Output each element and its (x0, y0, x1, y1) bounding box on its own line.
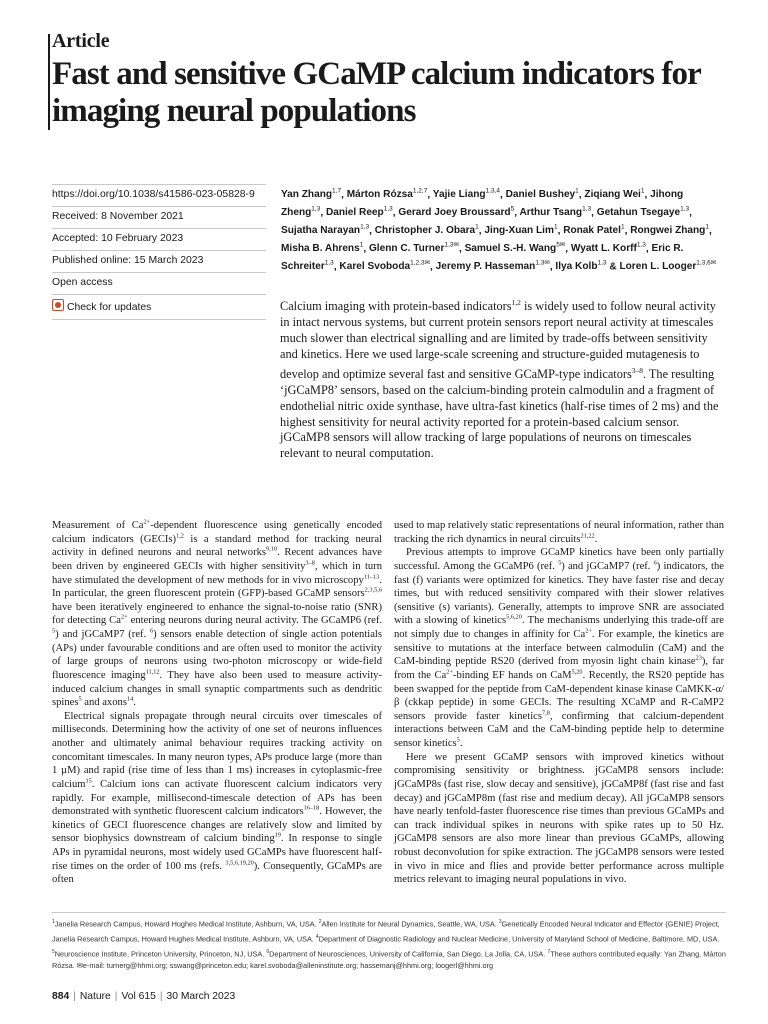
body-paragraph: used to map relatively static representations of neural information, rather than tracking the rich dynamics in neural circuits$^{21,22}$. (394, 520, 724, 545)
author-name[interactable]: Sujatha Narayan$^{1,3}$ (281, 223, 370, 237)
author-name[interactable]: Daniel Reep$^{1,3}$ (325, 205, 393, 219)
page-number: 884 (52, 991, 70, 1002)
body-column-right (394, 519, 724, 887)
article-type-label: Article (52, 30, 110, 52)
author-name[interactable]: Yan Zhang$^{1,7}$ (281, 188, 342, 201)
author-name[interactable]: Márton Rózsa$^{1,2,7}$ (346, 188, 428, 201)
header-rule (48, 34, 50, 130)
author-name[interactable]: Rongwei Zhang$^1$ (630, 223, 709, 237)
author-name[interactable]: Gerard Joey Broussard$^5$ (398, 205, 515, 219)
author-name[interactable]: Glenn C. Turner$^{1,3✉}$ (368, 241, 459, 255)
author-name[interactable]: Ilya Kolb$^{1,3}$ (555, 259, 607, 273)
author-name[interactable]: Yajie Liang$^{1,3,4}$ (432, 188, 500, 201)
author-name[interactable]: Samuel S.-H. Wang$^{5✉}$ (464, 241, 566, 255)
body-paragraph: Here we present GCaMP sensors with improved kinetics without compromising sensitivity or brightness. jGCaMP8 sensors include: jGCaMP8s (fast rise, slow decay and sensitive), jGCaMP8f (fast rise and fast decay) and jGCaMP8m (fast rise and medium decay). All jGCaMP8 sensors have nearly tenfold-faster fluorescence rise times than previous GCaMPs and can track individual spikes in neurons with spike rates up to 50 Hz. jGCaMP8 sensors are also more linear than previous GCaMPs, allowing robust deconvolution for spike extraction. The jGCaMP8 sensors were tested in vivo in mice and flies and provide better performance across multiple metrics relevant to imaging neural populations in vivo. (394, 751, 724, 886)
author-name[interactable]: Misha B. Ahrens$^1$ (281, 241, 364, 255)
author-name[interactable]: Jing-Xuan Lim$^1$ (484, 223, 558, 237)
affiliations-footnote: $^1$Janelia Research Campus, Howard Hughes Medical Institute, Ashburn, VA, USA. $^2$Allen Institute for Neural Dynamics, Seattle, WA, USA. $^3$Genetically Encoded Neural Indicator and Effector (GENIE) Project, Janelia Research Campus, Howard Hughes Medical Institute, Ashburn, VA, USA. $^4$Department of Diagnostic Radiology and Nuclear Medicine, University of Maryland School of Medicine, Baltimore, MD, USA. $^5$Neuroscience Institute, Princeton University, Princeton, NJ, USA. $^6$Department of Neurosciences, University of California, San Diego, La Jolla, CA, USA. $^7$These authors contributed equally: Yan Zhang, Márton Rózsa. ✉e-mail: turnerg@hhmi.org; sswang@princeton.edu; karel.svoboda@alleninstitute.org; hassemanj@hhmi.org; loogerl@hhmi.org (52, 919, 726, 971)
received-date: Received: 8 November 2021 (52, 206, 266, 231)
author-name[interactable]: Arthur Tsang$^{1,3}$ (519, 205, 592, 219)
open-access-label: Open access (52, 272, 266, 297)
body-paragraph: Measurement of $Ca^{2+}$-dependent fluorescence using genetically encoded calcium indicators (GECIs)$^{1,2}$ is a standard method for tracking neural activity in defined neurons and neural networks$^{9,10}$. Recent advances have been driven by engineered GECIs with higher sensitivity$^{3-8}$, which in turn have stimulated the development of new methods for in vivo microscopy$^{11-13}$. In particular, the green fluorescent protein (GFP)-based GCaMP sensors$^{2,3,5,6}$ have been iteratively engineered to enhance the signal-to-noise ratio (SNR) for detecting $Ca^{2+}$ entering neurons during neural activity. The GCaMP6 (ref. $^5$) and jGCaMP7 (ref. $^6$) sensors enable detection of single action potentials (APs) under favourable conditions and are often used to monitor the activity of large groups of neurons using two-photon microscopy or wide-field fluorescence imaging$^{11,12}$. They have also been used to measure activity-induced calcium changes in small synaptic compartments such as dendritic spines$^5$ and axons$^{14}$. (52, 518, 383, 709)
published-date: Published online: 15 March 2023 (52, 250, 266, 275)
doi-link[interactable]: https://doi.org/10.1038/s41586-023-05828-9 (52, 189, 255, 200)
footnote-divider (52, 912, 726, 913)
journal-name: Nature (79, 991, 111, 1002)
body-paragraph: Electrical signals propagate through neural circuits over timescales of milliseconds. Determining how the activity of one set of neurons influences another and ultimately animal behaviour requires tracking activity on concomitant timescales. In many neuron types, APs produce large (more than 1 µM) and rapid (rise time of less than 1 ms) increases in cytoplasmic-free calcium$^{15}$. Calcium ions can activate fluorescent calcium indicators very rapidly. For example, millisecond-timescale detection of APs has been demonstrated with synthetic fluorescent calcium indicators$^{16-18}$. However, the kinetics of GECI fluorescence changes are relatively slow and limited by sensor biophysics downstream of calcium binding$^{19}$. In response to single APs in pyramidal neurons, most widely used GCaMPs have fluorescent half-rise times on the order of 100 ms (refs. $^{3,5,6,19,20}$). Consequently, GCaMPs are often (52, 710, 382, 886)
article-title: Fast and sensitive GCaMP calcium indicators for imaging neural populations (52, 56, 701, 129)
author-name[interactable]: Christopher J. Obara$^1$ (374, 223, 479, 237)
issue-date: 30 March 2023 (166, 991, 236, 1002)
author-name[interactable]: Getahun Tsegaye$^{1,3}$ (596, 205, 690, 219)
journal-volume: Vol 615 (121, 991, 156, 1002)
author-name[interactable]: Jihong Zheng$^{1,3}$ (281, 189, 684, 219)
author-name[interactable]: Jeremy P. Hasseman$^{1,3✉}$ (435, 259, 550, 273)
author-list: Yan Zhang$^{1,7}$, Márton Rózsa$^{1,2,7}$, Yajie Liang$^{1,3,4}$, Daniel Bushey$^1$, Ziqiang Wei$^1$, Jihong Zheng$^{1,3}$, Daniel Reep$^{1,3}$, Gerard Joey Broussard$^5$, Arthur Tsang$^{1,3}$, Getahun Tsegaye$^{1,3}$, Sujatha Narayan$^{1,3}$, Christopher J. Obara$^1$, Jing-Xuan Lim$^1$, Ronak Patel$^1$, Rongwei Zhang$^1$, Misha B. Ahrens$^1$, Glenn C. Turner$^{1,3✉}$, Samuel S.-H. Wang$^{5✉}$, Wyatt L. Korff$^{1,3}$, Eric R. Schreiter$^{1,3}$, Karel Svoboda$^{1,2,3✉}$, Jeremy P. Hasseman$^{1,3✉}$, Ilya Kolb$^{1,3}$ & Loren L. Looger$^{1,3,6✉}$ (281, 188, 717, 273)
author-name[interactable]: Wyatt L. Korff$^{1,3}$ (570, 241, 646, 255)
author-name[interactable]: Loren L. Looger$^{1,3,6✉}$ (619, 259, 717, 273)
body-paragraph: Previous attempts to improve GCaMP kinetics have been only partially successful. Among the GCaMP6 (ref. $^5$) and jGCaMP7 (ref. $^6$) indicators, the fast (f) variants were optimized for kinetics. They have faster rise and decay times, but with reduced sensitivity compared with their slower relatives (sensitive (s) variants). Generally, attempts to improve SNR are associated with a slowing of kinetics$^{5,6,20}$. The mechanisms underlying this trade-off are not simply due to changes in affinity for $Ca^{2+}$. For example, the kinetics are sensitive to mutations at the interface between calmodulin (CaM) and the CaM-binding peptide RS20 (derived from myosin light chain kinase$^{23}$), far from the $Ca^{2+}$-binding EF hands on CaM$^{5,20}$. Recently, the RS20 peptide has been swapped for the peptide from CaM-dependent kinase kinase CaMKK-α/β (ckkap peptide) in some GECIs. The resulting XCaMP and R-CaMP2 sensors provide faster kinetics$^{7,8}$, confirming that calcium-dependent interactions between CaM and the CaM-binding peptide help to determine sensor kinetics$^5$. (394, 547, 725, 749)
author-name[interactable]: Ziqiang Wei$^1$ (584, 188, 645, 201)
author-name[interactable]: Daniel Bushey$^1$ (505, 188, 579, 201)
author-name[interactable]: Karel Svoboda$^{1,2,3✉}$ (339, 259, 431, 273)
accepted-date: Accepted: 10 February 2023 (52, 228, 266, 253)
check-for-updates-icon (52, 299, 64, 311)
check-for-updates-link[interactable]: Check for updates (52, 302, 151, 313)
author-name[interactable]: Eric R. Schreiter$^{1,3}$ (281, 243, 684, 273)
author-name[interactable]: Ronak Patel$^1$ (563, 223, 625, 237)
body-column-left (52, 519, 382, 887)
abstract: Calcium imaging with protein-based indicators$^{1,2}$ is widely used to follow neural activity in intact nervous systems, but current protein sensors report neural activity at timescales much slower than electrical signalling and are limited by trade-offs between sensitivity and kinetics. Here we used large-scale screening and structure-guided mutagenesis to develop and optimize several fast and sensitive GCaMP-type indicators$^{3-8}$. The resulting ‘jGCaMP8’ sensors, based on the calcium-binding protein calmodulin and a fragment of endothelial nitric oxide synthase, have ultra-fast kinetics (half-rise times of 2 ms) and the highest sensitivity for neural activity reported for a protein-based calcium sensor. jGCaMP8 sensors will allow tracking of large populations of neurons on timescales relevant to neural computation. (280, 298, 719, 461)
page-footer: 884 | Nature | Vol 615 | 30 March 2023 (52, 991, 236, 1002)
check-for-updates-row (52, 294, 266, 320)
